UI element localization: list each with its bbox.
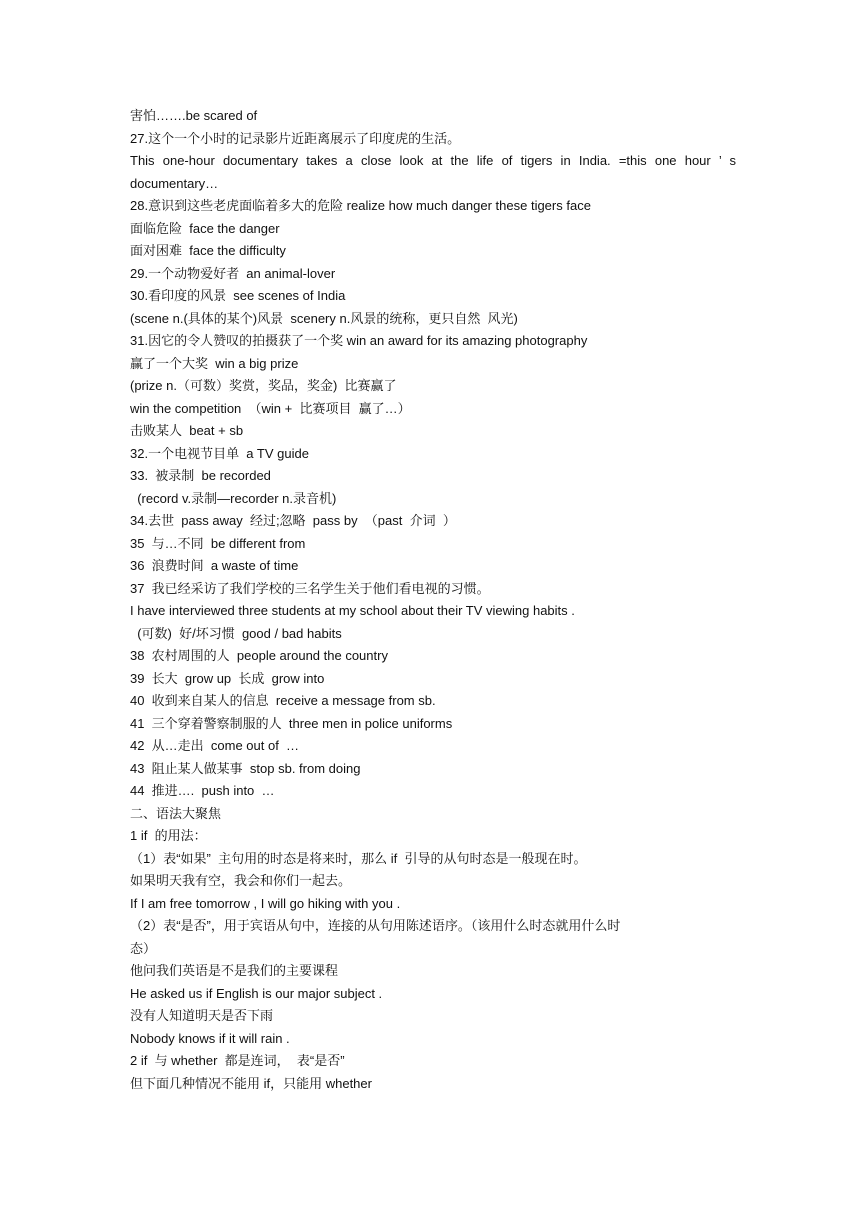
document-page bbox=[130, 105, 736, 1095]
text-line: 30.看印度的风景 see scenes of India bbox=[130, 288, 346, 303]
text-line: 他问我们英语是不是我们的主要课程 bbox=[130, 963, 339, 978]
text-line: (prize n.（可数）奖赏，奖品，奖金) 比赛赢了 bbox=[130, 378, 397, 393]
text-line: 32.一个电视节目单 a TV guide bbox=[130, 445, 309, 461]
text-line: 40 收到来自某人的信息 receive a message from sb. bbox=[130, 693, 436, 708]
text-line: 37 我已经采访了我们学校的三名学生关于他们看电视的习惯。 bbox=[130, 580, 490, 596]
text-line: 没有人知道明天是否下雨 bbox=[130, 1008, 274, 1023]
text-line: 36 浪费时间 a waste of time bbox=[130, 558, 299, 573]
text-line: I have interviewed three students at my school about their TV viewing habits . bbox=[130, 603, 575, 618]
text-line: 如果明天我有空，我会和你们一起去。 bbox=[130, 873, 352, 888]
text-line: 31.因它的令人赞叹的拍摄获了一个奖 win an award for its amazing photography bbox=[130, 333, 588, 348]
text-line: If I am free tomorrow , I will go hiking with you . bbox=[130, 895, 401, 911]
text-line: 42 从…走出 come out of … bbox=[130, 738, 300, 753]
section-heading: 二、语法大聚焦 bbox=[130, 805, 222, 821]
text-line: win the competition （win + 比赛项目 赢了…） bbox=[130, 400, 411, 416]
text-line: 33. 被录制 be recorded bbox=[130, 468, 271, 483]
text-line: 38 农村周围的人 people around the country bbox=[130, 648, 388, 663]
text-line: 35 与…不同 be different from bbox=[130, 535, 306, 551]
text-line: 赢了一个大奖 win a big prize bbox=[130, 355, 299, 371]
text-line: 27.这个一个小时的记录影片近距离展示了印度虎的生活。 bbox=[130, 130, 461, 146]
text-line: （2）表“是否”，用于宾语从句中，连接的从句用陈述语序。（该用什么时态就用什么时 bbox=[130, 918, 621, 933]
text-line: 28.意识到这些老虎面临着多大的危险 realize how much danger these tigers face bbox=[130, 198, 591, 213]
text-line: Nobody knows if it will rain . bbox=[130, 1030, 290, 1046]
text-line: 态） bbox=[130, 940, 157, 956]
text-line: 41 三个穿着警察制服的人 three men in police uniforms bbox=[130, 715, 453, 731]
text-line: 39 长大 grow up 长成 grow into bbox=[130, 670, 325, 686]
text-line: 1 if 的用法： bbox=[130, 828, 207, 843]
text-line: 害怕…….be scared of bbox=[130, 108, 258, 123]
text-line: This one-hour documentary takes a close look at the life of tigers in India. =this one hour ’ s bbox=[130, 153, 736, 168]
text-line: 34.去世 pass away 经过;忽略 pass by （past 介词 ） bbox=[130, 513, 456, 528]
text-line: 44 推进…. push into … bbox=[130, 783, 275, 798]
text-line: documentary… bbox=[130, 175, 219, 191]
text-line: (可数) 好/坏习惯 good / bad habits bbox=[130, 625, 342, 641]
text-line: 击败某人 beat + sb bbox=[130, 423, 244, 438]
text-line: 43 阻止某人做某事 stop sb. from doing bbox=[130, 760, 361, 776]
text-line: 2 if 与 whether 都是连词， 表“是否” bbox=[130, 1053, 345, 1068]
text-line: 面对困难 face the difficulty bbox=[130, 243, 286, 258]
text-line: (scene n.(具体的某个)风景 scenery n.风景的统称，更只自然 风光) bbox=[130, 310, 518, 326]
text-line: (record v.录制—recorder n.录音机) bbox=[130, 490, 337, 506]
text-line: 面临危险 face the danger bbox=[130, 220, 280, 236]
text-line: （1）表“如果” 主句用的时态是将来时，那么 if 引导的从句时态是一般现在时。 bbox=[130, 850, 587, 866]
text-line: 29.一个动物爱好者 an animal-lover bbox=[130, 265, 336, 281]
text-line: 但下面几种情况不能用 if，只能用 whether bbox=[130, 1075, 372, 1091]
text-line: He asked us if English is our major subject . bbox=[130, 985, 383, 1001]
